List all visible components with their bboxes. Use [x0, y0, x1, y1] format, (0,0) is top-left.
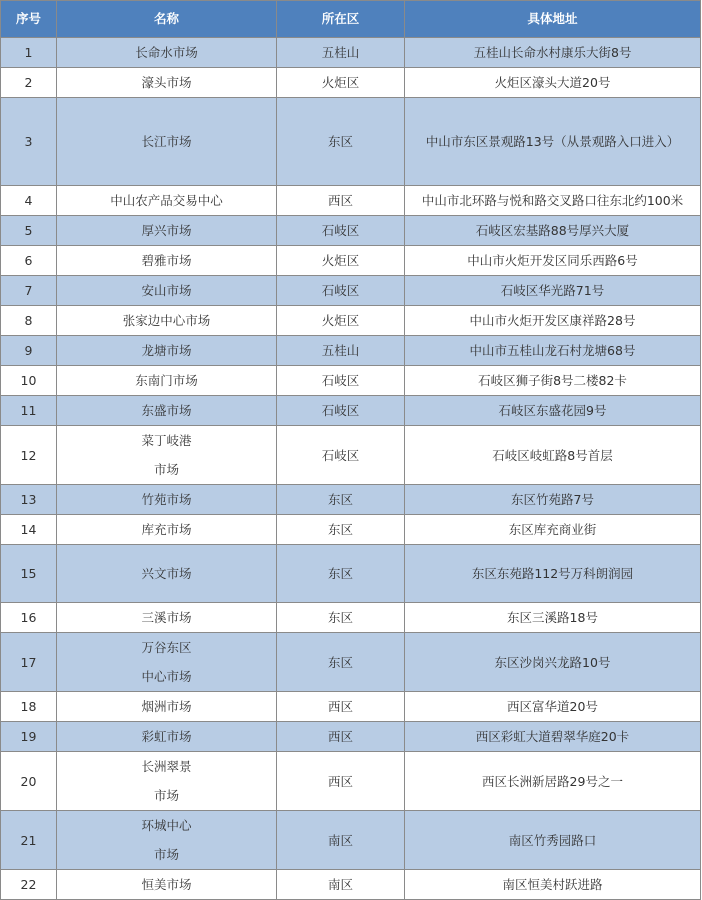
cell-index: 15 [1, 545, 57, 603]
cell-name-line: 碧雅市场 [141, 253, 192, 268]
table-row [1, 306, 701, 336]
cell-name-line: 烟洲市场 [141, 699, 192, 714]
table-row [1, 811, 701, 870]
cell-name-line: 库充市场 [141, 522, 192, 537]
cell-district: 西区 [277, 752, 405, 811]
cell-name-line: 菜丁岐港 [141, 433, 192, 448]
table-row [1, 545, 701, 603]
cell-name [57, 722, 277, 752]
cell-address: 东区沙岗兴龙路10号 [405, 633, 701, 692]
table-row [1, 485, 701, 515]
cell-index: 10 [1, 366, 57, 396]
cell-index: 14 [1, 515, 57, 545]
cell-district: 火炬区 [277, 68, 405, 98]
cell-district: 东区 [277, 515, 405, 545]
cell-address: 中山市北环路与悦和路交叉路口往东北约100米 [405, 186, 701, 216]
table-body [1, 38, 701, 900]
table-row [1, 38, 701, 68]
cell-index: 13 [1, 485, 57, 515]
cell-index: 12 [1, 426, 57, 485]
cell-district: 南区 [277, 870, 405, 900]
cell-name-line: 濠头市场 [141, 75, 192, 90]
cell-name [57, 186, 277, 216]
table-header [1, 1, 701, 38]
cell-name-line: 环城中心 [141, 818, 192, 833]
cell-name [57, 306, 277, 336]
cell-name [57, 811, 277, 870]
cell-name [57, 98, 277, 186]
cell-address: 东区库充商业街 [405, 515, 701, 545]
table-row [1, 426, 701, 485]
table-row [1, 870, 701, 900]
cell-name-line: 安山市场 [141, 283, 192, 298]
cell-district: 西区 [277, 186, 405, 216]
cell-district: 南区 [277, 811, 405, 870]
cell-name [57, 692, 277, 722]
cell-name-line: 恒美市场 [141, 877, 192, 892]
cell-address: 石岐区岐虹路8号首层 [405, 426, 701, 485]
cell-name-line: 彩虹市场 [141, 729, 192, 744]
table-row [1, 98, 701, 186]
cell-name [57, 276, 277, 306]
cell-index: 22 [1, 870, 57, 900]
cell-name-line: 东盛市场 [141, 403, 192, 418]
cell-district: 石岐区 [277, 426, 405, 485]
table-row [1, 336, 701, 366]
cell-index: 4 [1, 186, 57, 216]
cell-index: 16 [1, 603, 57, 633]
cell-address: 中山市东区景观路13号（从景观路入口进入） [405, 98, 701, 186]
table-row [1, 246, 701, 276]
cell-district: 东区 [277, 603, 405, 633]
cell-name-line: 市场 [153, 462, 179, 477]
cell-address: 西区彩虹大道碧翠华庭20卡 [405, 722, 701, 752]
table-row [1, 186, 701, 216]
cell-name [57, 68, 277, 98]
cell-district: 石岐区 [277, 276, 405, 306]
cell-index: 11 [1, 396, 57, 426]
cell-address: 东区竹苑路7号 [405, 485, 701, 515]
cell-district: 东区 [277, 633, 405, 692]
table-row [1, 366, 701, 396]
header-district: 所在区 [277, 1, 405, 38]
cell-address: 中山市火炬开发区康祥路28号 [405, 306, 701, 336]
cell-name [57, 545, 277, 603]
cell-index: 2 [1, 68, 57, 98]
cell-index: 19 [1, 722, 57, 752]
cell-name-line: 东南门市场 [135, 373, 198, 388]
cell-name-line: 兴文市场 [141, 566, 192, 581]
cell-name [57, 396, 277, 426]
cell-index: 20 [1, 752, 57, 811]
cell-index: 17 [1, 633, 57, 692]
cell-index: 3 [1, 98, 57, 186]
cell-district: 西区 [277, 722, 405, 752]
cell-district: 东区 [277, 545, 405, 603]
cell-address: 东区东苑路112号万科朗润园 [405, 545, 701, 603]
cell-district: 石岐区 [277, 396, 405, 426]
cell-index: 21 [1, 811, 57, 870]
cell-name-line: 厚兴市场 [141, 223, 192, 238]
cell-district: 西区 [277, 692, 405, 722]
header-index: 序号 [1, 1, 57, 38]
cell-name-line: 长洲翠景 [141, 759, 192, 774]
header-address: 具体地址 [405, 1, 701, 38]
table-row [1, 692, 701, 722]
cell-name [57, 336, 277, 366]
cell-address: 火炬区濠头大道20号 [405, 68, 701, 98]
cell-district: 东区 [277, 98, 405, 186]
cell-index: 7 [1, 276, 57, 306]
cell-name [57, 515, 277, 545]
cell-name-line: 中山农产品交易中心 [110, 193, 223, 208]
cell-name [57, 752, 277, 811]
cell-address: 西区富华道20号 [405, 692, 701, 722]
cell-name [57, 633, 277, 692]
cell-name-line: 竹苑市场 [141, 492, 192, 507]
cell-name-line: 市场 [153, 788, 179, 803]
cell-address: 石岐区宏基路88号厚兴大厦 [405, 216, 701, 246]
table-row [1, 603, 701, 633]
table-row [1, 396, 701, 426]
table-row [1, 216, 701, 246]
cell-name-line: 龙塘市场 [141, 343, 192, 358]
cell-address: 石岐区华光路71号 [405, 276, 701, 306]
cell-district: 石岐区 [277, 366, 405, 396]
cell-address: 石岐区狮子街8号二楼82卡 [405, 366, 701, 396]
cell-name [57, 603, 277, 633]
table-row [1, 515, 701, 545]
cell-district: 东区 [277, 485, 405, 515]
cell-address: 南区恒美村跃进路 [405, 870, 701, 900]
cell-name [57, 485, 277, 515]
table-row [1, 68, 701, 98]
cell-district: 火炬区 [277, 246, 405, 276]
table-row [1, 276, 701, 306]
cell-name-line: 三溪市场 [141, 610, 192, 625]
cell-index: 1 [1, 38, 57, 68]
cell-district: 五桂山 [277, 336, 405, 366]
cell-index: 8 [1, 306, 57, 336]
table-row [1, 752, 701, 811]
cell-name-line: 万谷东区 [141, 640, 192, 655]
table-row [1, 722, 701, 752]
cell-address: 南区竹秀园路口 [405, 811, 701, 870]
cell-name [57, 870, 277, 900]
cell-index: 9 [1, 336, 57, 366]
cell-index: 6 [1, 246, 57, 276]
cell-name-line: 长江市场 [141, 134, 192, 149]
cell-name [57, 246, 277, 276]
cell-address: 西区长洲新居路29号之一 [405, 752, 701, 811]
cell-name-line: 中心市场 [141, 669, 192, 684]
cell-address: 中山市五桂山龙石村龙塘68号 [405, 336, 701, 366]
cell-name [57, 426, 277, 485]
cell-name [57, 38, 277, 68]
cell-name [57, 216, 277, 246]
cell-address: 东区三溪路18号 [405, 603, 701, 633]
table-row [1, 633, 701, 692]
cell-name-line: 市场 [153, 847, 179, 862]
cell-index: 18 [1, 692, 57, 722]
cell-address: 石岐区东盛花园9号 [405, 396, 701, 426]
cell-name-line: 长命水市场 [135, 45, 198, 60]
cell-district: 火炬区 [277, 306, 405, 336]
cell-district: 五桂山 [277, 38, 405, 68]
cell-name [57, 366, 277, 396]
header-row [1, 1, 701, 38]
cell-name-line: 张家边中心市场 [122, 313, 211, 328]
header-name: 名称 [57, 1, 277, 38]
cell-address: 中山市火炬开发区同乐西路6号 [405, 246, 701, 276]
cell-district: 石岐区 [277, 216, 405, 246]
cell-address: 五桂山长命水村康乐大街8号 [405, 38, 701, 68]
cell-index: 5 [1, 216, 57, 246]
